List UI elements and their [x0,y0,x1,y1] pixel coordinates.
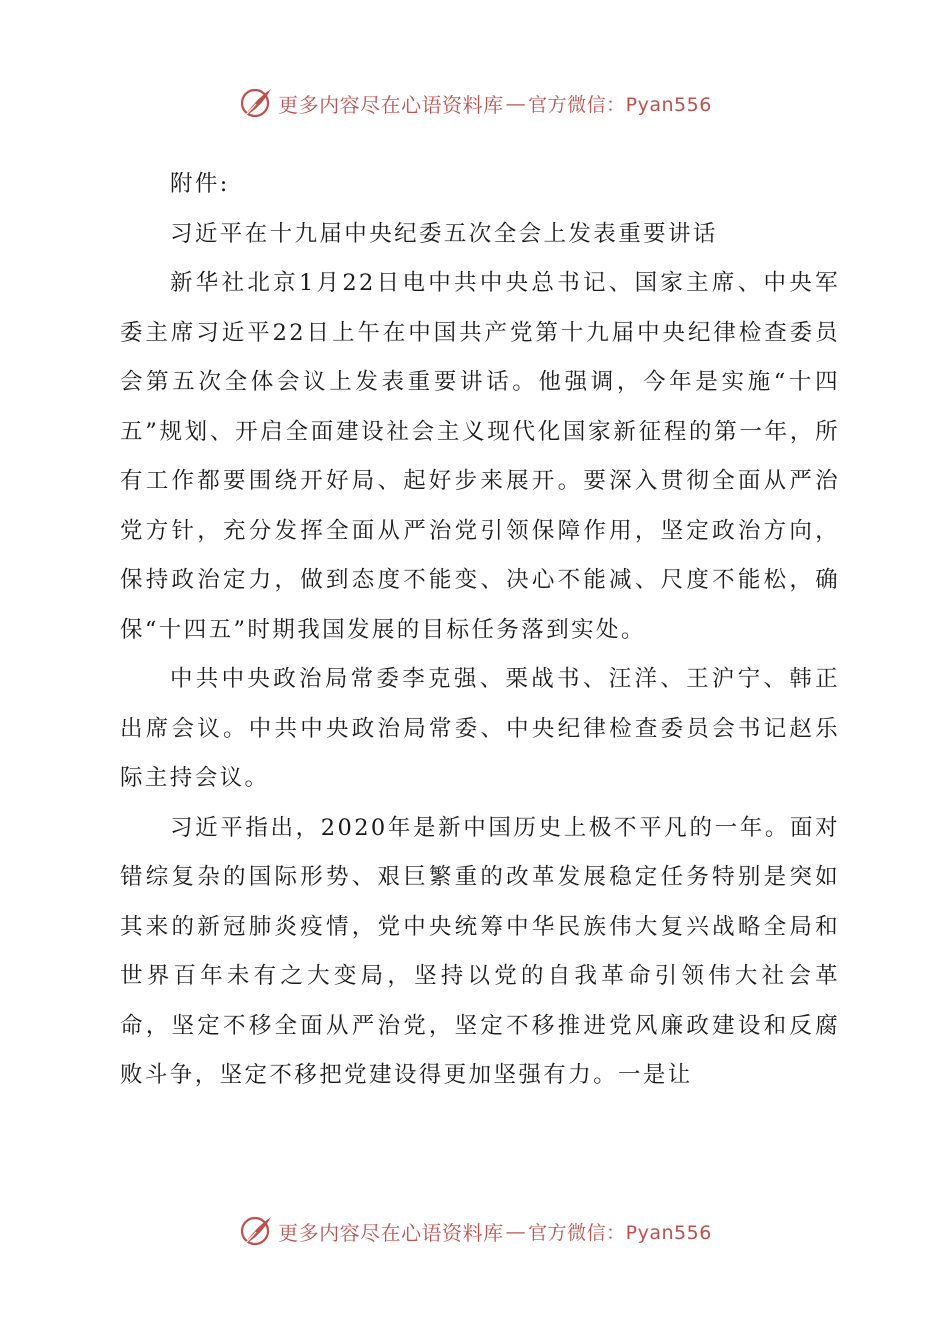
paragraph: 新华社北京1月22日电中共中央总书记、国家主席、中央军委主席习近平22日上午在中国共产党第十九届中央纪律检查委员会第五次全体会议上发表重要讲话。他强调，今年是实施“十四五”规划、开启全面建设社会主义现代化国家新征程的第一年，所有工作都要围绕开好局、起好步来展开。要深入贯彻全面从严治党方针，充分发挥全面从严治党引领保障作用，坚定政治方向，保持政治定力，做到态度不能变、决心不能减、尺度不能松，确保“十四五”时期我国发展的目标任务落到实处。 [120,270,840,643]
footer-banner [0,1211,950,1251]
banner-wechat: 官方微信：Pyan556 [528,93,712,116]
banner-text: 更多内容尽在心语资料库 [278,1220,504,1245]
document-body [120,160,840,1101]
paragraph: 习近平指出，2020年是新中国历史上极不平凡的一年。面对错综复杂的国际形势、艰巨繁重的改革发展稳定任务特别是突如其来的新冠肺炎疫情，党中央统筹中华民族伟大复兴战略全局和世界百年未有之大变局，坚持以党的自我革命引领伟大社会革命，坚定不移全面从严治党，坚定不移推进党风廉政建设和反腐败斗争，坚定不移把党建设得更加坚强有力。一是让 [120,814,840,1088]
banner-dash: — [505,91,527,115]
quill-logo-icon [238,86,274,120]
quill-logo-icon [238,1214,274,1248]
banner-text: 更多内容尽在心语资料库 [278,92,504,117]
header-banner [0,83,950,123]
document-title: 习近平在十九届中央纪委五次全会上发表重要讲话 [170,220,718,247]
paragraph: 中共中央政治局常委李克强、栗战书、汪洋、王沪宁、韩正出席会议。中共中央政治局常委、中央纪律检查委员会书记赵乐际主持会议。 [120,666,840,791]
banner-wechat: 官方微信：Pyan556 [528,1221,712,1244]
banner-dash: — [505,1219,527,1243]
attachment-label: 附件: [170,171,230,197]
